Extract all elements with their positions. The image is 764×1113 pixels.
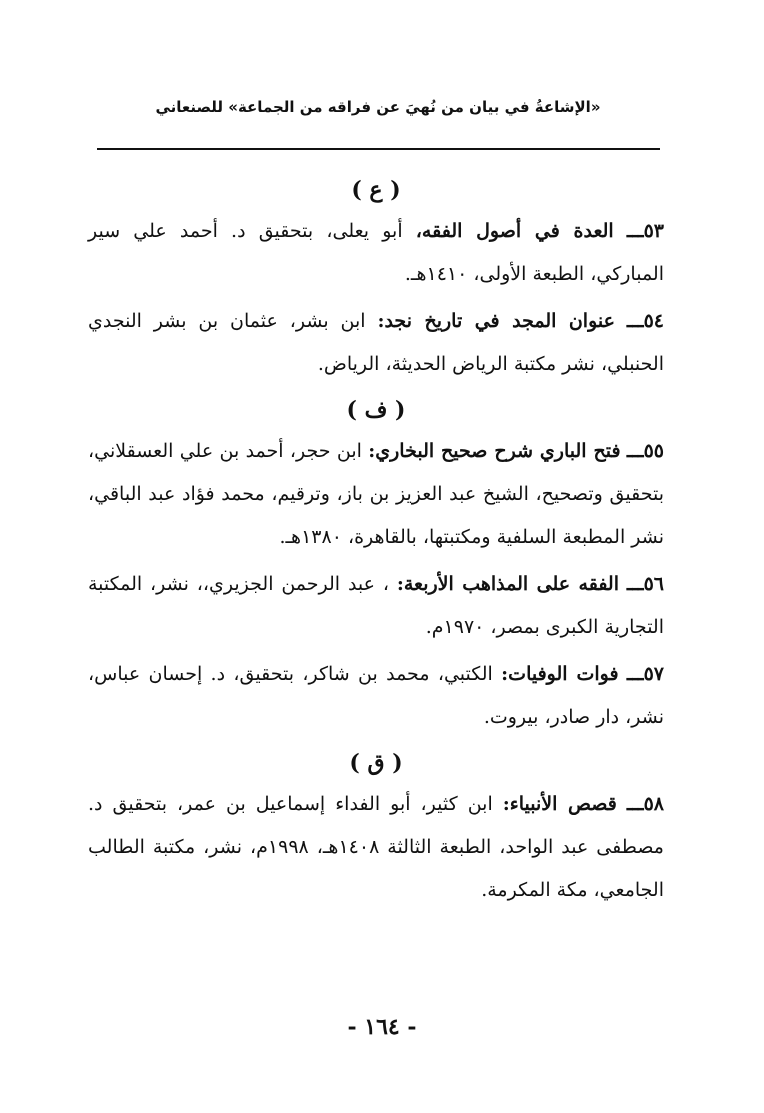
entry-number: ٥٣ـــ <box>626 220 664 242</box>
entry-number: ٥٥ـــ <box>626 440 664 462</box>
bibliography-entry-54 <box>88 300 664 386</box>
section-letter-ain: ( ع ) <box>351 177 401 203</box>
bibliography-entry-57 <box>88 653 664 739</box>
section-letter-qaf: ( ق ) <box>349 750 403 776</box>
page-number: - ١٦٤ - <box>347 1014 417 1040</box>
entry-title: قصص الأنبياء: <box>502 793 617 815</box>
header-divider <box>97 148 660 150</box>
bibliography-entry-56 <box>88 563 664 649</box>
section-letter-fa: ( ف ) <box>346 397 406 423</box>
entry-text: ابن حجر، أحمد بن علي العسقلاني، بتحقيق وتصحيح، الشيخ عبد العزيز بن باز، وترقيم، محمد فؤاد عبد الباقي، نشر المطبعة السلفية ومكتبتها، بالقاهرة، ١٣٨٠هـ. <box>88 440 664 548</box>
entry-number: ٥٧ـــ <box>626 663 664 685</box>
entry-number: ٥٨ـــ <box>626 793 664 815</box>
bibliography-entry-55 <box>88 430 664 559</box>
bibliography-entry-58 <box>88 783 664 912</box>
entry-text: ابن كثير، أبو الفداء إسماعيل بن عمر، بتحقيق د. مصطفى عبد الواحد، الطبعة الثالثة ١٤٠٨هـ، ١٩٩٨م، نشر، مكتبة الطالب الجامعي، مكة المكرمة. <box>88 793 664 901</box>
entry-text: ، عبد الرحمن الجزيري،، نشر، المكتبة التجارية الكبرى بمصر، ١٩٧٠م. <box>88 573 664 638</box>
entry-title: الفقه على المذاهب الأربعة: <box>396 573 620 595</box>
entry-title: فوات الوفيات: <box>501 663 619 685</box>
bibliography-entry-53 <box>88 210 664 296</box>
bibliography-content <box>88 170 664 916</box>
entry-number: ٥٤ـــ <box>626 310 665 332</box>
entry-title: عنوان المجد في تاريخ نجد: <box>377 310 615 332</box>
entry-title: فتح الباري شرح صحيح البخاري: <box>368 440 621 462</box>
entry-text: الكتبي، محمد بن شاكر، بتحقيق، د. إحسان عباس، نشر، دار صادر، بيروت. <box>88 663 664 728</box>
entry-text: ابن بشر، عثمان بن بشر النجدي الحنبلي، نشر مكتبة الرياض الحديثة، الرياض. <box>88 310 664 375</box>
entry-title: العدة في أصول الفقه، <box>415 220 614 242</box>
running-header: «الإشاعةُ في بيان من نُهيَ عن فراقه من الجماعة» للصنعاني <box>155 98 601 116</box>
entry-number: ٥٦ـــ <box>626 573 664 595</box>
entry-text: أبو يعلى، بتحقيق د. أحمد علي سير المباركي، الطبعة الأولى، ١٤١٠هـ. <box>88 220 664 285</box>
